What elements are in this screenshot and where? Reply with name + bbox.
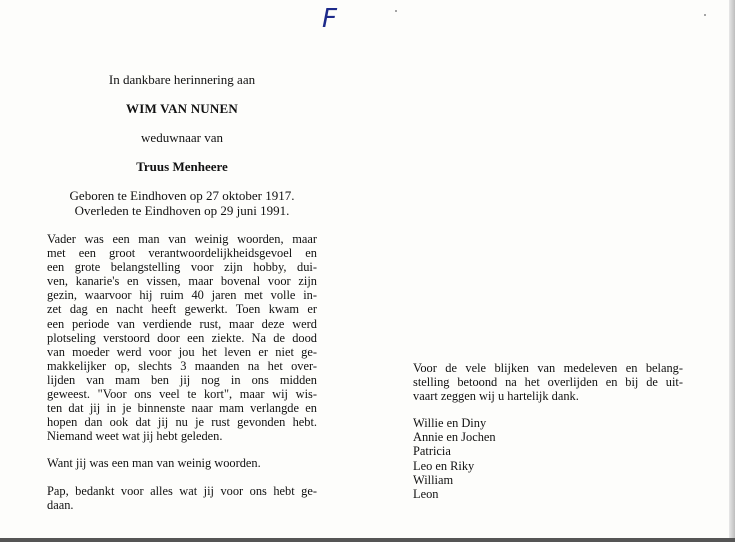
family-name: Leon [413, 486, 439, 501]
paragraph-2 [47, 456, 317, 470]
spouse-name: Truus Menheere [136, 159, 228, 174]
family-name: Patricia [413, 444, 451, 459]
birth-line: Geboren te Eindhoven op 27 oktober 1917. [69, 188, 295, 203]
intro-line: In dankbare herinnering aan [108, 72, 256, 87]
text-line: ten dat jij in je binnenste naar mam verlangde en [47, 401, 317, 416]
family-names [413, 416, 683, 501]
text-line: Vader was een man van weinig woorden, maar [47, 232, 317, 246]
text-line: van moeder werd voor jou het leven er niet ge- [47, 344, 317, 359]
text-line: lijden van mam ben jij nog in ons midden [47, 372, 317, 387]
thanks-paragraph [413, 361, 683, 403]
text-line: Pap, bedankt voor alles wat jij voor ons hebt ge- [47, 483, 317, 498]
left-column [47, 72, 317, 512]
text-line: een grote belangstelling voor zijn hobby, dui- [47, 260, 317, 275]
handwritten-mark: F [322, 4, 337, 34]
text-line: plotseling verstoord door een ziekte. Na de dood [47, 330, 317, 345]
speck [395, 10, 397, 12]
text-line: met een groot verantwoordelijkheidsgevoel en [47, 246, 317, 261]
text-line: Voor de vele blijken van medeleven en belang- [413, 361, 683, 375]
text-line: Niemand weet wat jij hebt geleden. [47, 429, 223, 444]
text-line: daan. [47, 497, 74, 512]
family-name: William [413, 472, 454, 487]
text-line: vaart zeggen wij u hartelijk dank. [413, 389, 579, 404]
card-bottom-edge [0, 538, 735, 542]
text-line: gezin, waarvoor hij ruim 40 jaren met volle in- [47, 288, 317, 303]
text-line: ven, kanarie's en vissen, maar bovenal voor zijn [47, 274, 317, 289]
text-line: zet dag en nacht heeft gewerkt. Toen kwam er [47, 302, 317, 317]
paragraph-1 [47, 232, 317, 443]
right-column [413, 361, 683, 501]
text-line: hopen dan ook dat jij nu je rust gevonden hebt. [47, 415, 317, 430]
widower-line: weduwnaar van [141, 130, 223, 145]
paragraph-3 [47, 484, 317, 512]
family-name: Annie en Jochen [413, 430, 496, 445]
family-name: Leo en Riky [413, 458, 475, 473]
life-dates [47, 188, 317, 218]
card-edge-shadow [729, 0, 735, 542]
memorial-text [47, 232, 317, 512]
text-line: een periode van verdiende rust, maar deze werd [47, 316, 317, 331]
death-line: Overleden te Eindhoven op 29 juni 1991. [74, 203, 290, 218]
text-line: stelling betoond na het overlijden en bij de uit- [413, 375, 683, 390]
deceased-name: WIM VAN NUNEN [126, 101, 238, 116]
text-line: Want jij was een man van weinig woorden. [47, 456, 261, 471]
text-line: geweest. "Voor ons veel te kort", maar wij wis- [47, 387, 317, 402]
family-name: Willie en Diny [413, 416, 487, 431]
speck [704, 14, 706, 16]
text-line: makkelijker op, slechts 3 maanden na het over- [47, 358, 317, 373]
